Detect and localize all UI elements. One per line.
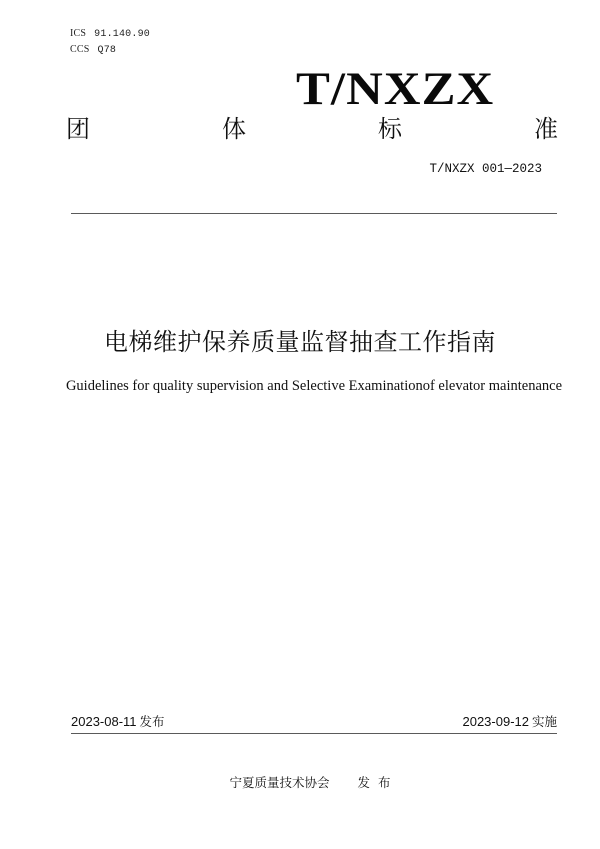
implementation-date-label: 实施 xyxy=(531,714,557,729)
standard-type-heading xyxy=(66,113,558,145)
title-chinese: 电梯维护保养质量监督抽查工作指南 xyxy=(104,328,496,356)
publisher-action: 发布 xyxy=(357,775,399,790)
ccs-code: Q78 xyxy=(97,45,117,56)
organization-code-logo: T/NXZX xyxy=(296,63,495,115)
top-divider xyxy=(71,213,557,214)
standard-type-char: 体 xyxy=(222,115,246,143)
dates-row xyxy=(71,714,557,730)
release-date xyxy=(71,714,165,730)
publisher-name: 宁夏质量技术协会 xyxy=(229,775,330,790)
implementation-date xyxy=(462,714,557,730)
publisher-line xyxy=(0,774,600,792)
release-date-value: 2023-08-11 xyxy=(71,714,137,729)
ics-classification xyxy=(70,28,150,40)
release-date-label: 发布 xyxy=(139,714,165,729)
ccs-classification xyxy=(70,44,116,56)
bottom-divider xyxy=(71,733,557,734)
ics-label: ICS xyxy=(70,28,87,39)
ics-code: 91.140.90 xyxy=(94,29,150,40)
implementation-date-value: 2023-09-12 xyxy=(462,714,529,729)
standard-type-char: 准 xyxy=(534,115,558,143)
title-english: Guidelines for quality supervision and Selective Examinationof elevator maintenance xyxy=(65,378,563,394)
standard-type-char: 标 xyxy=(378,115,402,143)
ccs-label: CCS xyxy=(70,44,90,55)
standard-type-char: 团 xyxy=(66,115,90,143)
standard-number: T/NXZX 001—2023 xyxy=(429,162,542,176)
